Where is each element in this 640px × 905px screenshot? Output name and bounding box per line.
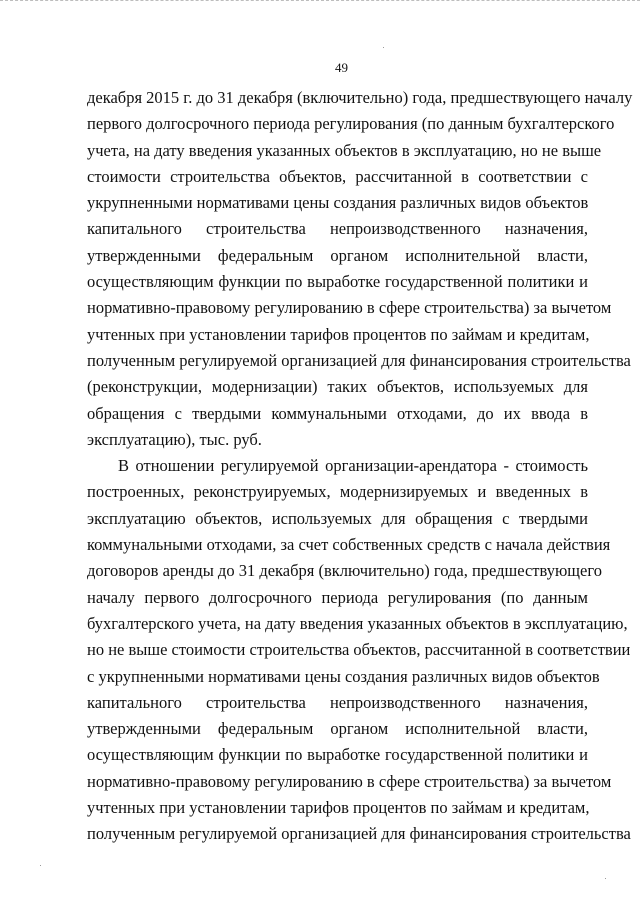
text-line: эксплуатацию объектов, используемых для обращения с твердыми [87,508,588,528]
text-line: первого долгосрочного периода регулирования (по данным бухгалтерского [87,114,615,134]
text-line: осуществляющим функции по выработке государственной политики и [87,272,588,292]
page-number: 49 [335,60,348,75]
text-line: В отношении регулируемой организации-арендатора - стоимость [118,456,588,476]
scan-speck [383,47,384,48]
text-line: стоимости строительства объектов, рассчитанной в соответствии с [87,166,588,186]
text-line: построенных, реконструируемых, модернизируемых и введенных в [87,482,588,502]
text-line: нормативно-правовому регулированию в сфере строительства) за вычетом [87,298,612,318]
text-line: осуществляющим функции по выработке государственной политики и [87,745,588,765]
paragraph-2 [87,453,631,847]
text-line: капитального строительства непроизводственного назначения, [87,219,588,239]
text-line: учтенных при установлении тарифов процентов по займам и кредитам, [87,324,590,344]
text-line: эксплуатацию), тыс. руб. [87,429,262,449]
text-line: коммунальными отходами, за счет собственных средств с начала действия [87,535,611,555]
text-line: договоров аренды до 31 декабря (включительно) года, предшествующего [87,561,602,581]
text-line: укрупненными нормативами цены создания различных видов объектов [87,193,589,213]
text-line: учета, на дату введения указанных объектов в эксплуатацию, но не выше [87,140,602,160]
text-line: утвержденными федеральным органом исполнительной власти, [87,245,588,265]
text-line: но не выше стоимости строительства объектов, рассчитанной в соответствии [87,640,631,660]
text-line: началу первого долгосрочного периода регулирования (по данным [87,587,588,607]
body-text [87,85,633,848]
text-line: обращения с твердыми коммунальными отходами, до их ввода в [87,403,588,423]
text-line: учтенных при установлении тарифов процентов по займам и кредитам, [87,798,590,818]
text-line: утвержденными федеральным органом исполнительной власти, [87,719,588,739]
scan-speck [605,878,606,879]
text-line: полученным регулируемой организацией для финансирования строительства [87,350,631,370]
text-line: нормативно-правовому регулированию в сфере строительства) за вычетом [87,771,612,791]
text-line: полученным регулируемой организацией для финансирования строительства [87,824,631,844]
text-line: бухгалтерского учета, на дату введения указанных объектов в эксплуатацию, [87,613,628,633]
text-line: капитального строительства непроизводственного назначения, [87,692,588,712]
text-line: с укрупненными нормативами цены создания различных видов объектов [87,666,600,686]
text-line: декабря 2015 г. до 31 декабря (включительно) года, предшествующего началу [87,88,633,107]
text-line: (реконструкции, модернизации) таких объектов, используемых для [87,377,588,397]
scan-speck [40,865,41,866]
scan-top-edge [0,0,640,1]
paragraph-1 [87,85,633,453]
